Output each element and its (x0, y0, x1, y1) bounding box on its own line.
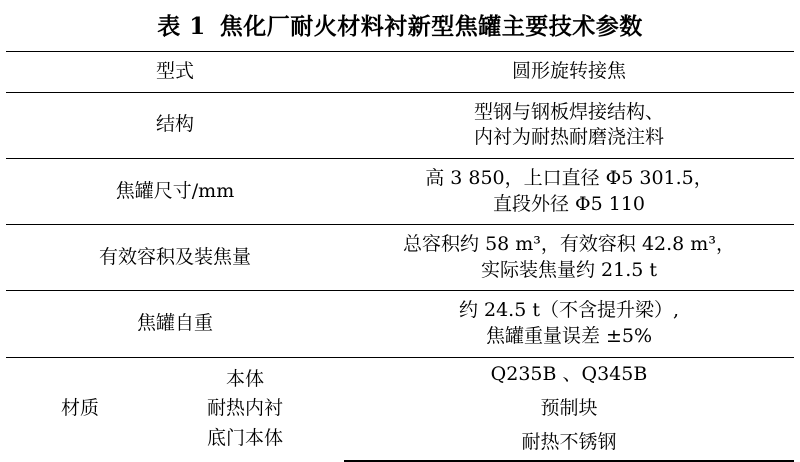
table-row (6, 291, 794, 357)
row-label-dimensions: 焦罐尺寸/mm (6, 158, 344, 224)
row-label-structure: 结构 (6, 92, 344, 158)
table-row (6, 158, 794, 224)
material-value-bottomdoor: 耐热不锈钢 (344, 426, 794, 461)
table-row (6, 357, 794, 391)
row-label-weight: 焦罐自重 (6, 291, 344, 357)
material-sublabel-lining: 耐热内衬 (206, 397, 283, 420)
table-caption (0, 0, 800, 51)
material-label-row (10, 365, 340, 454)
row-label-material (6, 357, 344, 460)
parameters-table (6, 51, 794, 462)
material-value-lining: 预制块 (540, 396, 598, 419)
parameters-table-body (6, 52, 794, 461)
table-row (6, 92, 794, 158)
row-label-type: 型式 (6, 52, 344, 93)
row-value-weight (344, 291, 794, 357)
row-value-structure (344, 92, 794, 158)
value-line: 约 24.5 t（不含提升梁）, (458, 299, 680, 322)
value-line: 直段外径 Φ5 110 (492, 192, 645, 215)
material-sublabel-bottomdoor: 底门本体 (206, 427, 283, 450)
value-line: 内衬为耐热耐磨浇注料 (473, 126, 664, 149)
table-caption-label: 表 1 (157, 13, 206, 40)
value-line: 焦罐重量误差 ±5% (485, 325, 653, 348)
value-line: 型钢与钢板焊接结构、 (473, 100, 664, 123)
table-row (6, 52, 794, 93)
table-caption-title: 焦化厂耐火材料衬新型焦罐主要技术参数 (219, 13, 643, 40)
row-value-type: 圆形旋转接焦 (344, 52, 794, 93)
row-value-volume (344, 225, 794, 291)
material-sublabel-body: 本体 (225, 367, 264, 390)
material-value-body: Q235B 、Q345B (344, 357, 794, 391)
row-label-volume: 有效容积及装焦量 (6, 225, 344, 291)
material-sublabels (150, 365, 340, 454)
value-line: 实际装焦量约 21.5 t (480, 258, 658, 281)
value-line: 总容积约 58 m³，有效容积 42.8 m³， (403, 233, 735, 256)
table-row (6, 225, 794, 291)
row-value-dimensions (344, 158, 794, 224)
material-label: 材质 (60, 397, 99, 420)
value-line: 高 3 850，上口直径 Φ5 301.5， (425, 166, 713, 189)
